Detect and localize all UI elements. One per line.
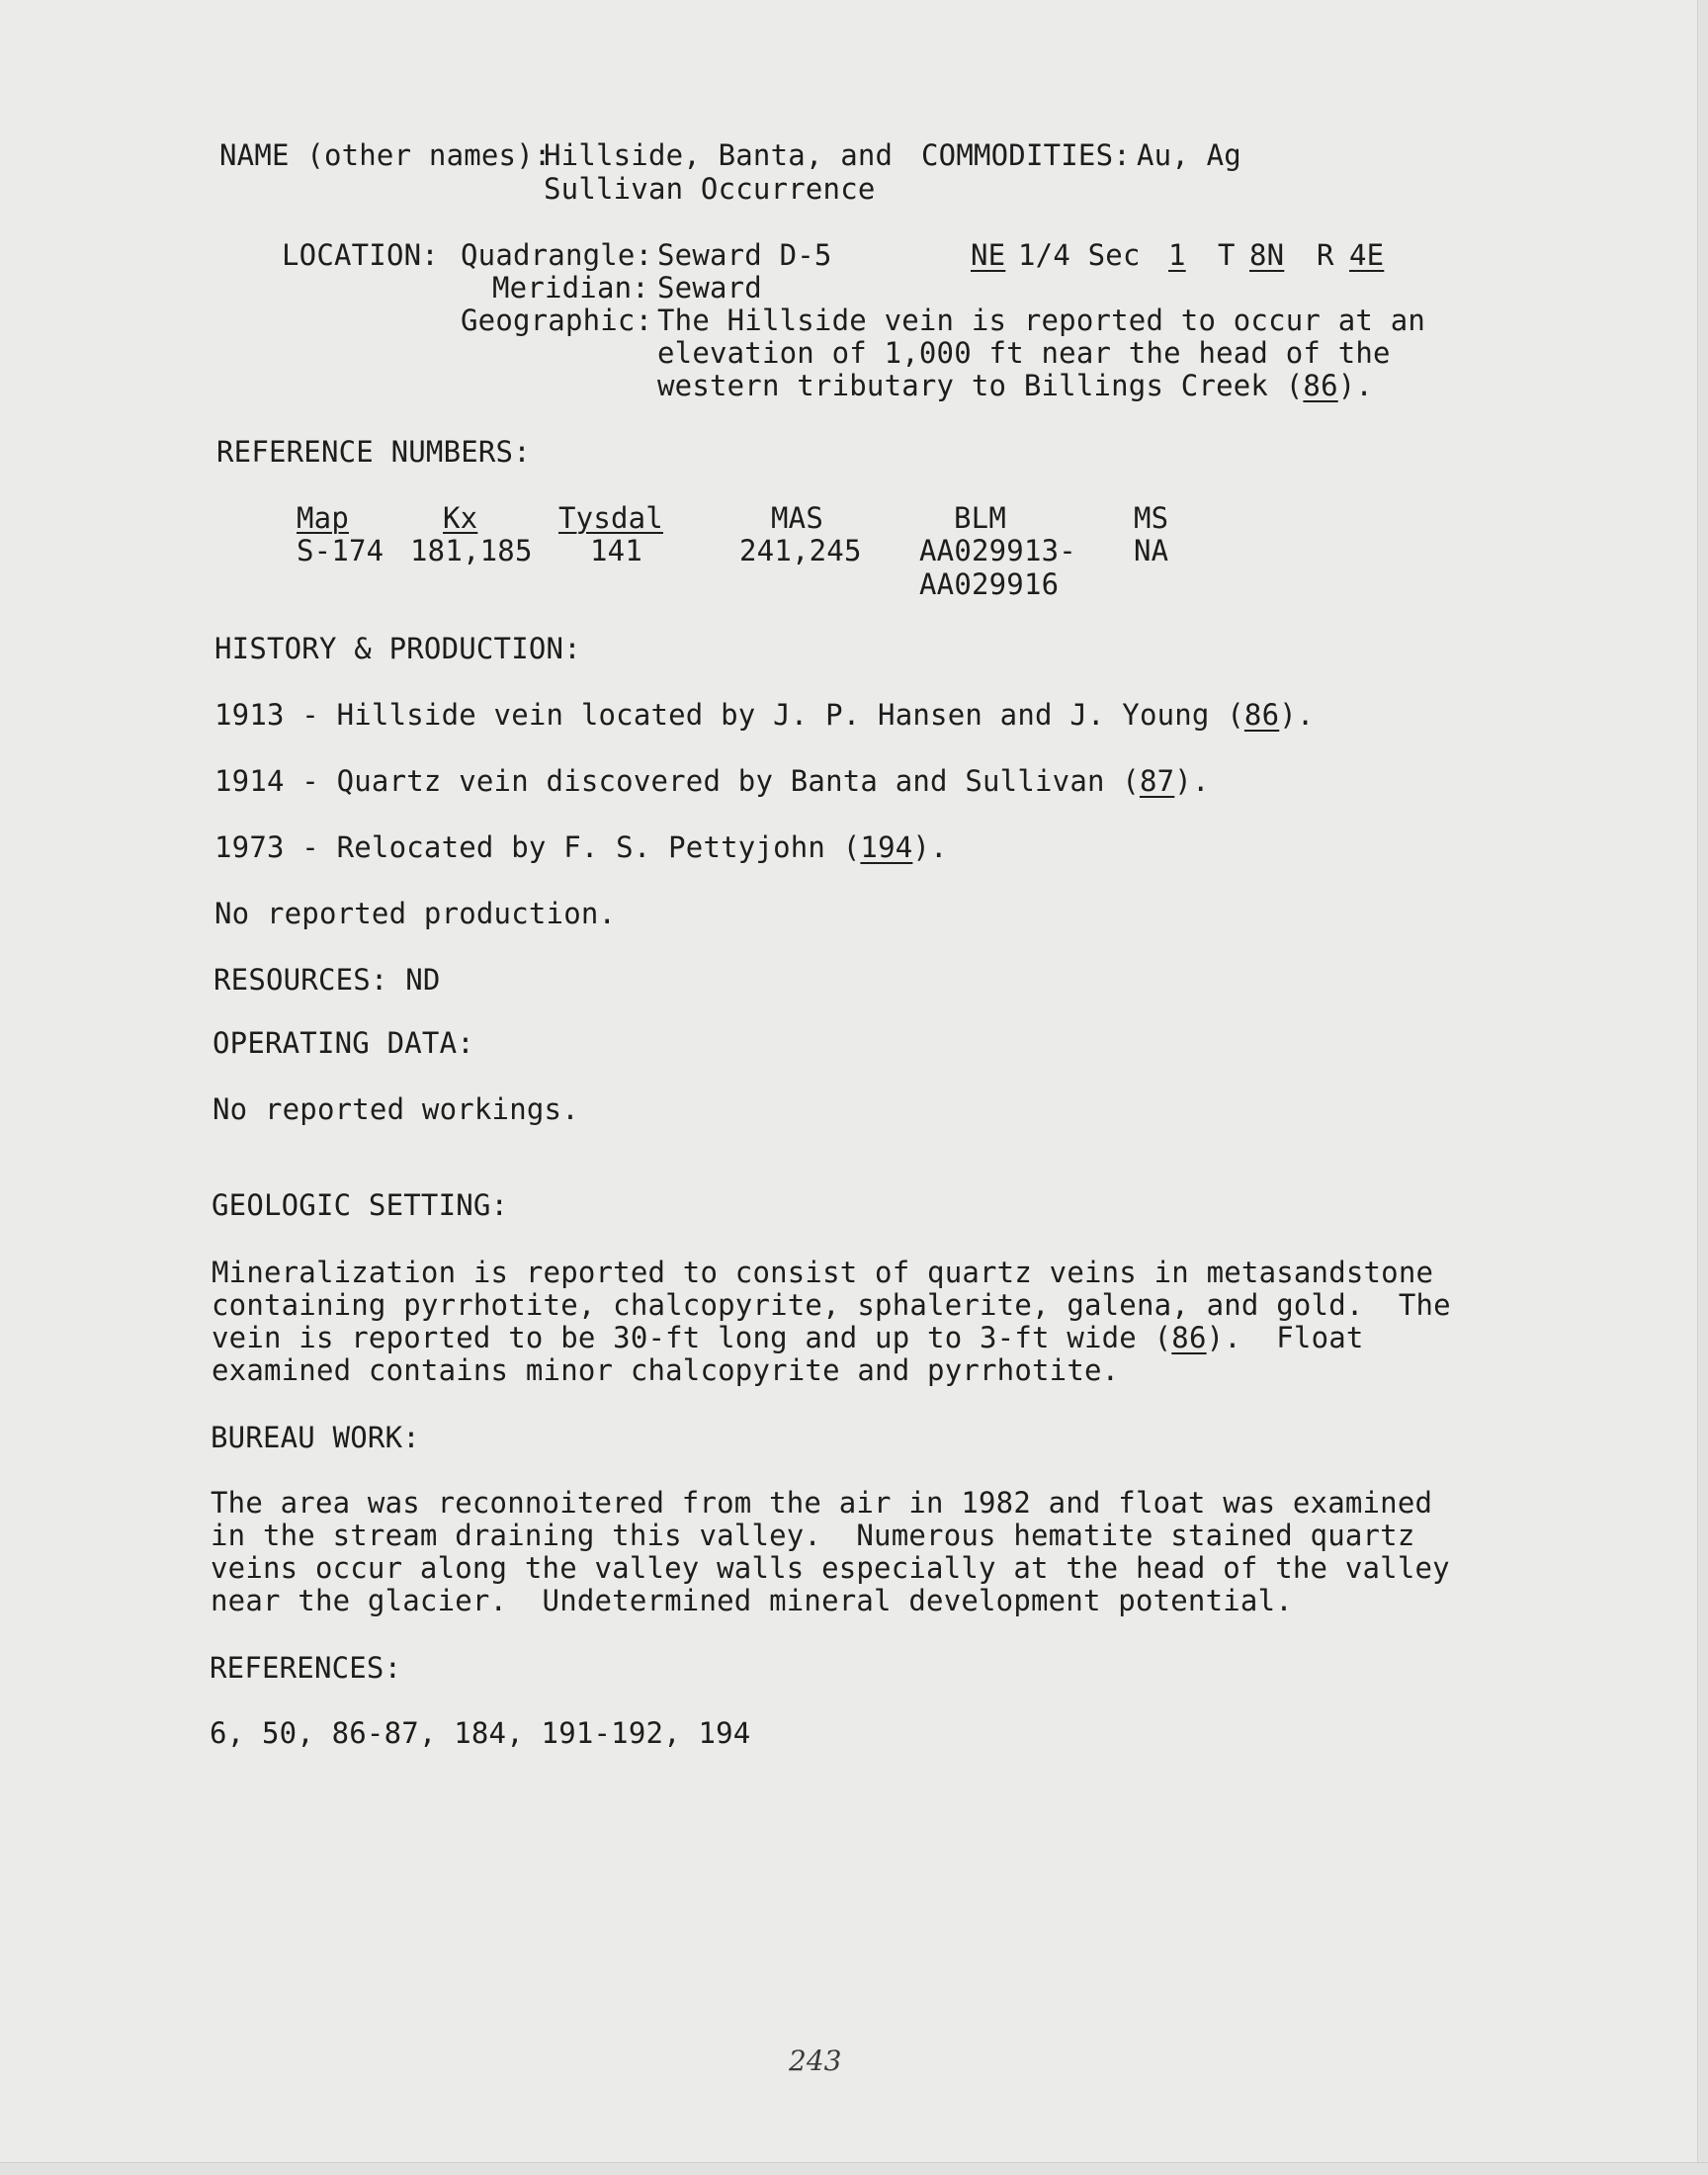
bureau-work-heading: BUREAU WORK:	[211, 1421, 420, 1454]
quarter-suffix: 1/4 Sec	[1018, 238, 1141, 272]
township-value: 8N	[1249, 238, 1285, 272]
history-entry-ref: 87	[1139, 764, 1175, 798]
quadrangle-label: Quadrangle:	[461, 238, 653, 272]
history-entry	[214, 698, 1315, 732]
history-entry	[214, 764, 1210, 798]
history-heading: HISTORY & PRODUCTION:	[214, 632, 581, 665]
ref-col-header-kx: Kx	[443, 501, 478, 535]
geologic-setting-line-3-end: ). Float	[1206, 1321, 1364, 1354]
name-label: NAME (other names):	[219, 138, 552, 172]
geologic-setting-line-1: Mineralization is reported to consist of quartz veins in metasandstone	[212, 1256, 1434, 1289]
page-edge-bottom	[0, 2162, 1708, 2175]
meridian-label: Meridian:	[492, 271, 649, 304]
operating-data-heading: OPERATING DATA:	[213, 1026, 474, 1060]
references-heading: REFERENCES:	[210, 1651, 402, 1685]
ref-col-header-mas: MAS	[771, 501, 823, 535]
commodities-label: COMMODITIES:	[921, 138, 1131, 172]
location-label: LOCATION:	[282, 238, 439, 272]
ref-cell-ms: NA	[1134, 534, 1169, 567]
ref-cell-blm-2: AA029916	[919, 567, 1060, 601]
history-entry-end: ).	[1279, 698, 1315, 732]
quarter-value: NE	[971, 238, 1006, 272]
township-label: T	[1218, 238, 1236, 272]
ref-col-header-ms: MS	[1134, 501, 1169, 535]
history-entry-text: 1914 - Quartz vein discovered by Banta and Sullivan (	[214, 764, 1140, 798]
history-entry-ref: 194	[860, 830, 913, 864]
geographic-line-3-end: ).	[1337, 369, 1374, 402]
references-list: 6, 50, 86-87, 184, 191-192, 194	[210, 1716, 751, 1750]
geographic-line-1: The Hillside vein is reported to occur at an	[657, 304, 1426, 337]
section-value: 1	[1168, 238, 1186, 272]
range-value: 4E	[1349, 238, 1385, 272]
page-number-handwritten: 243	[789, 2044, 842, 2077]
ref-col-header-tysdal: Tysdal	[558, 501, 663, 535]
bureau-work-line: The area was reconnoitered from the air in 1982 and float was examined	[211, 1486, 1433, 1520]
geographic-line-3	[657, 369, 1373, 402]
name-line-2: Sullivan Occurrence	[544, 172, 876, 206]
history-entry-ref: 86	[1243, 698, 1280, 732]
geologic-setting-line-3	[212, 1321, 1364, 1354]
range-label: R	[1317, 238, 1334, 272]
ref-col-header-map: Map	[297, 501, 349, 535]
meridian-value: Seward	[657, 271, 762, 304]
ref-cell-blm-1: AA029913-	[919, 534, 1076, 567]
quadrangle-value: Seward D-5	[657, 238, 832, 272]
geographic-line-2: elevation of 1,000 ft near the head of the	[657, 336, 1391, 370]
geographic-label: Geographic:	[461, 304, 653, 337]
history-entry-text: 1913 - Hillside vein located by J. P. Hansen and J. Young (	[214, 698, 1244, 732]
geologic-setting-heading: GEOLOGIC SETTING:	[212, 1188, 509, 1222]
geographic-ref-link: 86	[1303, 369, 1338, 402]
bureau-work-line: veins occur along the valley walls especially at the head of the valley	[211, 1551, 1450, 1585]
ref-cell-map: S-174	[297, 534, 384, 567]
commodities-value: Au, Ag	[1137, 138, 1241, 172]
ref-cell-kx: 181,185	[410, 534, 533, 567]
operating-data-text: No reported workings.	[213, 1092, 579, 1126]
geologic-setting-line-3-text: vein is reported to be 30-ft long and up to 3-ft wide (	[212, 1321, 1172, 1354]
history-entry-text: 1973 - Relocated by F. S. Pettyjohn (	[214, 830, 861, 864]
history-entry-end: ).	[1174, 764, 1210, 798]
production-text: No reported production.	[214, 897, 617, 930]
ref-cell-tysdal: 141	[590, 534, 642, 567]
geologic-setting-ref: 86	[1171, 1321, 1207, 1354]
reference-numbers-heading: REFERENCE NUMBERS:	[216, 435, 531, 469]
geographic-line-3-text: western tributary to Billings Creek (	[657, 369, 1304, 402]
bureau-work-line: near the glacier. Undetermined mineral development potential.	[211, 1584, 1293, 1617]
name-line-1: Hillside, Banta, and	[544, 138, 894, 172]
bureau-work-line: in the stream draining this valley. Numerous hematite stained quartz	[211, 1519, 1415, 1552]
history-entry-end: ).	[912, 830, 948, 864]
resources-text: RESOURCES: ND	[214, 963, 441, 997]
geologic-setting-line-2: containing pyrrhotite, chalcopyrite, sphalerite, galena, and gold. The	[212, 1288, 1451, 1322]
history-entry	[214, 830, 948, 864]
geologic-setting-line-4: examined contains minor chalcopyrite and pyrrhotite.	[212, 1353, 1120, 1387]
ref-col-header-blm: BLM	[954, 501, 1006, 535]
ref-cell-mas: 241,245	[739, 534, 862, 567]
page-edge-right	[1697, 0, 1708, 2175]
